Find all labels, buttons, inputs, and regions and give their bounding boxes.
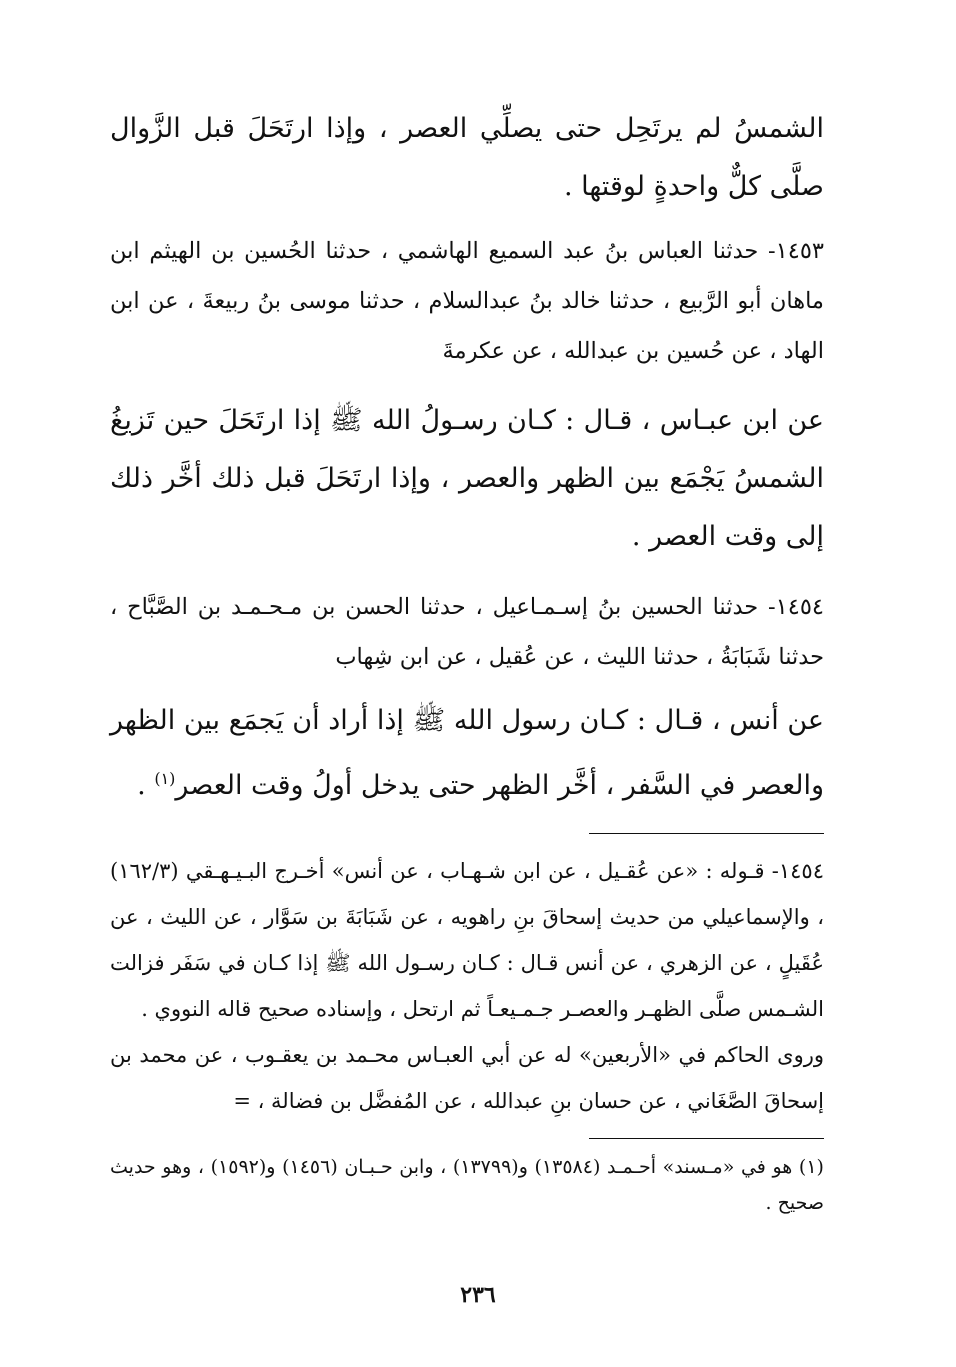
commentary-paragraph-2: وروى الحاكم في «الأربعين» له عن أبي العبـاس محـمد بن يعقـوب ، عن محمد بن إسحاقَ الصَّغَاني ، عن حسان بنِ عبدالله ، عن المُفضَّل بن فضالة ، = <box>110 1043 824 1113</box>
hadith-1454-isnad: ١٤٥٤- حدثنا الحسين بنُ إسـمـاعيل ، حدثنا الحسن بن مـحـمـد بن الصَّبَّاح ، حدثنا شَبَابَةُ ، حدثنا الليث ، عن عُقيل ، عن ابن شِهاب <box>110 594 824 670</box>
footnote-text: (١) هو في «مـسند» أحـمـد (١٣٥٨٤) و(١٣٧٩٩) ، وابن حـبـان (١٤٥٦) و(١٥٩٢) ، وهو حديث صحيح . <box>110 1156 824 1214</box>
commentary-separator <box>589 833 824 834</box>
page-number: ٢٣٦ <box>460 1282 496 1308</box>
commentary-paragraph-1: ١٤٥٤- قـوله : «عن عُقـيل ، عن ابن شـهـاب ، عن أنس» أخـرج البـيـهـقي (١٦٢/٣) ، والإسماعيلي من حديث إسحاقَ بنِ راهويه ، عن شَبَابَةَ بن سَوَّار ، عن الليث ، عن عُقَيلٍ ، عن الزهري ، عن أنس قـال : كـان رسـول الله ﷺ إذا كـان في سَفَر فزالت الشـمس صلَّى الظهـر والعصـر جـمـيعـاً ثم ارتحل ، وإسناده صحيح قاله النووي . <box>110 859 824 1021</box>
hadith-1454-matn: عن أنس ، قـال : كـان رسول الله ﷺ إذا أراد أن يَجمَع بين الظهر والعصر في السَّفر ، أخَّر الظهر حتى يدخل أولُ وقت العصر <box>110 705 824 801</box>
page-body <box>110 100 824 1221</box>
hadith-continuation-text: الشمسُ لم يرتَحِل حتى يصلِّي العصر ، وإذا ارتَحَلَ قبل الزَّوال صلَّى كلٌّ واحدةٍ لوقتها . <box>110 113 824 202</box>
hadith-1453-isnad: ١٤٥٣- حدثنا العباس بنُ عبد السميع الهاشمي ، حدثنا الحُسين بن الهيثم ابن ماهان أبو الرَّبيع ، حدثنا خالد بنُ عبدالسلام ، حدثنا موسى بنُ ربيعةَ ، عن ابن الهاد ، عن حُسين بن عبدالله ، عن عكرمةَ <box>110 238 824 364</box>
footnote-separator <box>589 1138 824 1139</box>
hadith-1453-matn: عن ابن عبـاس ، قـال : كـان رسـولُ الله ﷺ إذا ارتَحَلَ حين تَزيغُ الشمسُ يَجْمَع بين الظهر والعصر ، وإذا ارتَحَلَ قبل ذلك أخَّر ذلك إلى وقت العصر . <box>110 405 824 552</box>
hadith-1454-matn-end: . <box>137 770 155 801</box>
footnote-marker: (١) <box>154 769 176 788</box>
hadith-1454-matn-paragraph <box>110 692 824 815</box>
